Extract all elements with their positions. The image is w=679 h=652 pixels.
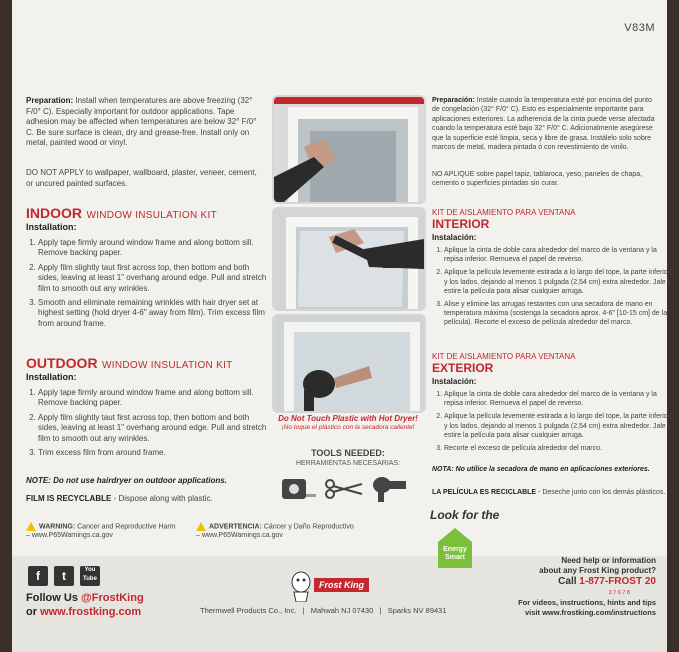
warning-url-es: – www.P65Warnings.ca.gov — [196, 532, 283, 540]
recycle-bold-en: FILM IS RECYCLABLE — [26, 494, 112, 503]
outdoor-heading — [26, 355, 233, 373]
warning-bold-en: WARNING: — [39, 523, 76, 531]
warning-triangle-icon — [26, 522, 36, 531]
energy-smart-logo — [436, 526, 474, 570]
or-prefix: or — [26, 606, 41, 618]
brand-name: Frost King — [314, 578, 369, 592]
hot-dryer-warning-en: Do Not Touch Plastic with Hot Dryer! — [278, 414, 418, 423]
warning-text-es: Cáncer y Daño Reproductivo — [263, 523, 354, 531]
look-for-label: Look for the — [430, 508, 500, 522]
interior-steps — [432, 246, 672, 332]
photo-apply-tape — [272, 95, 426, 204]
exterior-installation-label: Instalación: — [432, 377, 477, 386]
phone-number[interactable]: 1-877-FROST 20 — [579, 576, 656, 587]
exterior-step-1: 1. Aplique la cinta de doble cara alrededor del marco de la ventana y la repisa inferior. Remueva el papel de reverso. — [444, 390, 672, 408]
outdoor-steps — [26, 388, 270, 462]
call-line — [480, 576, 656, 587]
indoor-title: INDOOR — [26, 205, 82, 221]
prop65-warning-en — [26, 522, 176, 540]
warning-url-en: – www.P65Warnings.ca.gov — [26, 532, 113, 540]
follow-handle-link[interactable]: @FrostKing — [81, 592, 144, 604]
website-line — [26, 606, 141, 618]
photo-hair-dryer — [272, 314, 426, 413]
note-es: NOTA: No utilice la secadora de mano en aplicaciones exteriores. — [432, 466, 650, 473]
facebook-icon[interactable]: f — [28, 566, 48, 586]
photo-apply-film — [272, 207, 426, 311]
help-line-1: Need help or information — [561, 556, 656, 565]
recycle-es — [432, 489, 665, 496]
recycle-text-en: - Dispose along with plastic. — [111, 494, 213, 503]
preparation-en — [26, 96, 258, 149]
interior-step-3: 3. Alise y elimine las arrugas restantes con una secadora de mano en temperatura máxima (sostenga la secadora aprox. 4-6" [10-15 cm] de la película). Recorte el exceso de película alrededor del marco. — [444, 300, 672, 328]
photo-apply-tape-illustration — [274, 97, 424, 202]
indoor-heading — [26, 205, 217, 223]
kit-line-interior: KIT DE AISLAMIENTO PARA VENTANA — [432, 208, 576, 217]
energy-smart-text — [436, 546, 474, 562]
exterior-step-2: 2. Aplique la película levemente estirada a lo largo del tope, la parte inferior, y los lados, dejando al menos 1 pulgada (2,54 cm) extra alrededor. Jale y estire la película para alisar cualquier arruga. — [444, 412, 672, 440]
company-address: Thermwell Products Co., Inc. | Mahwah NJ 07430 | Sparks NV 89431 — [200, 606, 447, 615]
indoor-subtitle: WINDOW INSULATION KIT — [86, 210, 218, 221]
scissors-icon — [326, 480, 362, 498]
help-text — [480, 556, 656, 576]
tools-row — [278, 474, 418, 502]
interior-title: INTERIOR — [432, 217, 490, 231]
preparation-label-es: Preparación: — [432, 97, 475, 104]
recycle-en — [26, 494, 213, 503]
tools-needed-es: HERRAMIENTAS NECESARIAS: — [295, 460, 401, 467]
outdoor-step-3: 3. Trim excess film from around frame. — [38, 448, 270, 458]
preparation-text: Install when temperatures are above freezing (32° F/0° C). Especially important for outdoor applications. Tape adhesion may be affected when temperatures are below 32° F/0° C. Be sure surface is clean, dry and grease-free. Install only on metal, painted wood or vinyl. — [26, 96, 257, 148]
kit-line-exterior: KIT DE AISLAMIENTO PARA VENTANA — [432, 352, 576, 361]
preparation-text-es: Instale cuando la temperatura esté por encima del punto de congelación (32° F/0° C). Esto es especialmente importante para aplicaciones exteriores. La adherencia de la cinta puede verse afectada cuando la temperatura esté bajo 32° F/0° C. Adicionalmente asegúrese que la superficie esté limpia, seca y libre de grasa. Instálelo solo sobre marcos de metal, madera pintada ó con revestimiento de vinilo. — [432, 97, 655, 152]
indoor-step-1: 1. Apply tape firmly around window frame and along bottom sill. Remove backing paper. — [38, 238, 270, 259]
twitter-icon[interactable]: t — [54, 566, 74, 586]
smart-word: Smart — [445, 554, 465, 561]
call-prefix: Call — [558, 576, 580, 587]
do-not-apply-en: DO NOT APPLY to wallpaper, wallboard, plaster, veneer, cement, or uncured painted surfaces. — [26, 168, 257, 188]
warning-bold-es: ADVERTENCIA: — [209, 523, 262, 531]
indoor-installation-label: Installation: — [26, 222, 77, 232]
outdoor-installation-label: Installation: — [26, 372, 77, 382]
warning-text-en: Cancer and Reproductive Harm — [77, 523, 176, 531]
exterior-step-3: 3. Recorte el exceso de película alrededor del marco. — [444, 444, 672, 453]
outdoor-title: OUTDOOR — [26, 355, 98, 371]
recycle-bold-es: LA PELÍCULA ES RECICLABLE — [432, 489, 537, 496]
interior-step-1: 1. Aplique la cinta de doble cara alrededor del marco de la ventana y la repisa inferior. Remueva el papel de reverso. — [444, 246, 672, 264]
outdoor-subtitle: WINDOW INSULATION KIT — [102, 360, 233, 371]
indoor-steps — [26, 238, 270, 333]
youtube-icon[interactable]: You Tube — [80, 566, 100, 586]
photo-hair-dryer-illustration — [274, 316, 424, 411]
indoor-step-2: 2. Apply film slightly taut first across top, then bottom and both sides, leaving at least 1" overhang around edge. Pull and stretch film to smooth out any wrinkles. — [38, 263, 270, 294]
website-link[interactable]: www.frostking.com — [40, 606, 142, 618]
warning-triangle-icon-es — [196, 522, 206, 531]
note-en: NOTE: Do not use hairdryer on outdoor applications. — [26, 476, 227, 485]
tools-illustration — [278, 474, 418, 502]
videos-line: For videos, instructions, hints and tips — [518, 598, 656, 607]
indoor-step-3: 3. Smooth and eliminate remaining wrinkles with hair dryer set at highest setting (hold dryer 4-6" away from film). Trim excess film from around frame. — [38, 298, 270, 329]
instructions-text — [470, 598, 656, 618]
photo-apply-film-illustration — [274, 209, 424, 309]
energy-word: Energy — [443, 546, 467, 553]
preparation-label: Preparation: — [26, 96, 74, 105]
help-line-2: about any Frost King product? — [539, 566, 656, 575]
frost-king-logo — [286, 568, 376, 602]
outdoor-step-1: 1. Apply tape firmly around window frame and along bottom sill. Remove backing paper. — [38, 388, 270, 409]
preparation-es — [432, 96, 660, 152]
tape-measure-icon — [282, 479, 316, 499]
hair-dryer-icon — [373, 477, 406, 502]
outdoor-step-2: 2. Apply film slightly taut first across top, then bottom and both sides, leaving at least 1" overhang around edge. Pull and stretch film to smooth out any wrinkles. — [38, 413, 270, 444]
follow-prefix: Follow Us — [26, 592, 81, 604]
interior-installation-label: Instalación: — [432, 233, 477, 242]
prop65-warning-es — [196, 522, 354, 540]
exterior-title: EXTERIOR — [432, 361, 494, 375]
hot-dryer-warning-es: ¡No toque el plástico con la secadora caliente! — [281, 424, 415, 431]
visit-link[interactable]: visit www.frostking.com/instructions — [525, 608, 656, 617]
tools-needed-en: TOOLS NEEDED: — [311, 448, 385, 458]
mascot-icon — [286, 568, 316, 602]
do-not-apply-es: NO APLIQUE sobre papel tapiz, tablaroca, yeso, paneles de chapa, cemento o superficies pintadas sin curar. — [432, 171, 643, 188]
follow-us — [26, 592, 144, 604]
exterior-steps — [432, 390, 672, 457]
product-code: V83M — [624, 22, 655, 34]
phone-digits: 3 7 6 7 8 — [608, 590, 630, 596]
recycle-text-es: - Deseche junto con los demás plásticos. — [536, 489, 666, 496]
interior-step-2: 2. Aplique la película levemente estirada a lo largo del tope, la parte inferior, y los lados, dejando al menos 1 pulgada (2,54 cm) extra alrededor. Jale y estire la película para alisar cualquier arruga. — [444, 268, 672, 296]
